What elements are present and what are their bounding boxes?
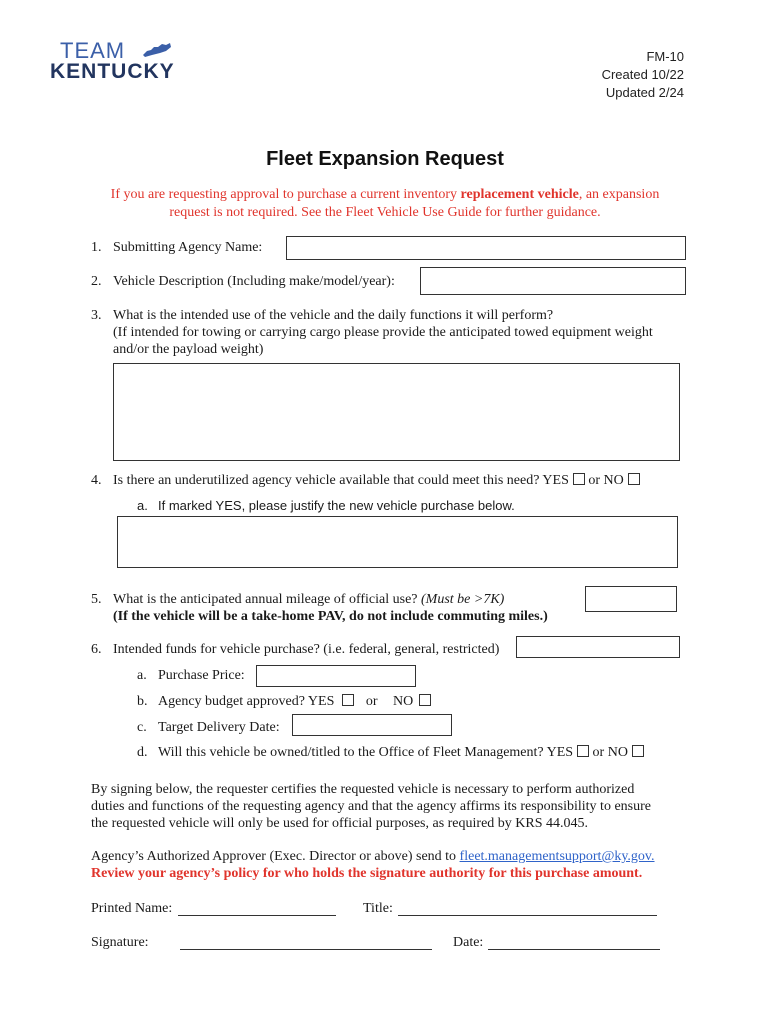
- printed-name-label: Printed Name:: [91, 901, 173, 916]
- date-field[interactable]: [488, 935, 660, 950]
- signature-label: Signature:: [91, 935, 149, 950]
- intended-use-field[interactable]: [113, 363, 680, 461]
- q1-label: Submitting Agency Name:: [113, 240, 263, 255]
- purchase-price-field[interactable]: [256, 665, 416, 687]
- q6-number: 6.: [91, 642, 102, 657]
- kentucky-state-icon: [142, 42, 172, 58]
- q6d-label: Will this vehicle be owned/titled to the Office of Fleet Management? YES or NO: [158, 744, 644, 761]
- title-label: Title:: [363, 901, 393, 916]
- q3-text: What is the intended use of the vehicle and the daily functions it will perform? (If intended for towing or carrying cargo please provide the anticipated towed equipment weight and/or the payload weight): [113, 308, 653, 357]
- support-email-link[interactable]: fleet.managementsupport@ky.gov.: [459, 849, 655, 864]
- q3-number: 3.: [91, 308, 102, 323]
- budget-yes-checkbox[interactable]: [342, 694, 354, 706]
- printed-name-field[interactable]: [178, 901, 336, 916]
- signature-authority-warning: Review your agency’s policy for who holds the signature authority for this purchase amount.: [91, 866, 643, 881]
- certification-paragraph: By signing below, the requester certifies the requested vehicle is necessary to perform authorized duties and functions of the requesting agency and that the agency affirms its responsibility to ensure the requested vehicle will only be used for official purposes, as required by KRS 44.045.: [91, 782, 651, 831]
- q6b-label: Agency budget approved? YES or NO: [158, 693, 431, 710]
- q5-commuting-note: (If the vehicle will be a take-home PAV, do not include commuting miles.): [113, 609, 548, 624]
- justification-field[interactable]: [117, 516, 678, 568]
- form-header: [534, 48, 684, 102]
- form-id: FM-10: [646, 49, 684, 64]
- logo-team-text: TEAM: [60, 38, 126, 63]
- q4-yes-checkbox[interactable]: [573, 473, 585, 485]
- q6b-letter: b.: [137, 694, 148, 709]
- q4-number: 4.: [91, 473, 102, 488]
- delivery-date-field[interactable]: [292, 714, 452, 736]
- vehicle-description-field[interactable]: [420, 267, 686, 295]
- replacement-vehicle-emphasis: replacement vehicle: [460, 187, 579, 202]
- agency-name-field[interactable]: [286, 236, 686, 260]
- title-field[interactable]: [398, 901, 657, 916]
- q4a-letter: a.: [137, 498, 148, 513]
- q2-number: 2.: [91, 274, 102, 289]
- date-label: Date:: [453, 935, 484, 950]
- logo-kentucky-text: KENTUCKY: [50, 60, 175, 83]
- signature-field[interactable]: [180, 935, 432, 950]
- q4-no-checkbox[interactable]: [628, 473, 640, 485]
- q6c-letter: c.: [137, 720, 147, 735]
- q5-number: 5.: [91, 592, 102, 607]
- team-kentucky-logo: [50, 40, 180, 84]
- q1-number: 1.: [91, 240, 102, 255]
- updated-date: Updated 2/24: [605, 85, 684, 100]
- page-title: Fleet Expansion Request: [266, 148, 504, 170]
- owned-no-checkbox[interactable]: [632, 745, 644, 757]
- q6-label: Intended funds for vehicle purchase? (i.e. federal, general, restricted): [113, 642, 500, 657]
- q2-label: Vehicle Description (Including make/model/year):: [113, 274, 395, 289]
- approver-note: Agency’s Authorized Approver (Exec. Director or above) send to fleet.managementsupport@ky.gov. Review your agency’s policy for who holds the signature authority for this purchase amount.: [91, 848, 711, 882]
- owned-yes-checkbox[interactable]: [577, 745, 589, 757]
- created-date: Created 10/22: [601, 67, 684, 82]
- q4-label: Is there an underutilized agency vehicle available that could meet this need? YES or NO: [113, 472, 640, 489]
- q5-minimum-note: (Must be >7K): [421, 592, 505, 607]
- q6c-label: Target Delivery Date:: [158, 720, 280, 735]
- q6a-label: Purchase Price:: [158, 668, 245, 683]
- funds-field[interactable]: [516, 636, 680, 658]
- budget-no-checkbox[interactable]: [419, 694, 431, 706]
- q6d-letter: d.: [137, 745, 148, 760]
- annual-mileage-field[interactable]: [585, 586, 677, 612]
- q6a-letter: a.: [137, 668, 147, 683]
- q5-text: What is the anticipated annual mileage of official use? (Must be >7K) (If the vehicle will be a take-home PAV, do not include commuting miles.): [113, 592, 548, 624]
- replacement-notice: If you are requesting approval to purchase a current inventory replacement vehicle, an expansion request is not required. See the Fleet Vehicle Use Guide for further guidance.: [110, 187, 660, 220]
- q4a-label: If marked YES, please justify the new vehicle purchase below.: [158, 498, 515, 513]
